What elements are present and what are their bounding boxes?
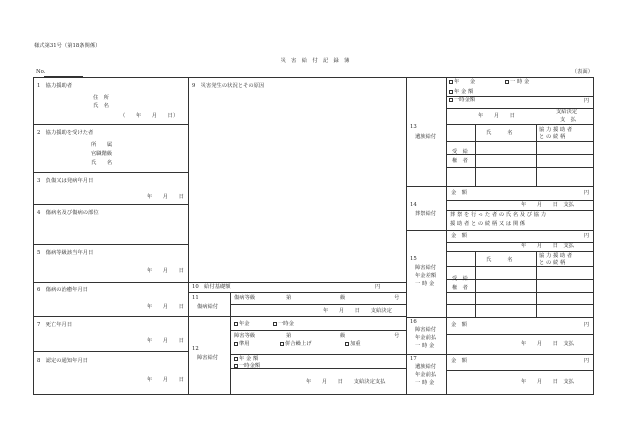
payment-label: 支 払 — [560, 117, 576, 123]
amount-label: 金 額 — [451, 358, 467, 364]
dai-label: 第 — [286, 333, 292, 339]
page-title: 災 害 給 付 記 録 簿 — [280, 58, 350, 64]
annual-amount-checkbox[interactable] — [234, 357, 238, 361]
lump-sum-checkbox[interactable] — [449, 98, 453, 102]
junyo-label: 準用 — [239, 341, 250, 347]
section-8-label: 8 認定の通知年月日 — [37, 358, 89, 364]
kachu-checkbox[interactable] — [345, 342, 349, 346]
affiliation-label: 所 属 — [91, 142, 113, 148]
section-15-label: 障害給付 — [415, 265, 437, 271]
decision-date: 年 月 日 支給決定支払 — [306, 379, 386, 385]
payment-date: 年 月 日 支払 — [521, 379, 574, 385]
section-14-label: 葬祭給付 — [415, 211, 437, 217]
decision-date: 年 月 日 支給決定 — [323, 308, 392, 314]
section-16-label-2: 年金前払 — [415, 335, 437, 341]
amount-label: 金 額 — [451, 322, 467, 328]
section-17-label: 遺族給付 — [415, 364, 437, 370]
recipients-label-2: 権 者 — [452, 285, 468, 291]
injury-grade-label: 傷病等級 — [234, 295, 256, 301]
section-6-label: 6 傷病の治癒年月日 — [37, 287, 89, 293]
front-side-label: （表面） — [571, 69, 593, 75]
section-15-number: 15 — [410, 256, 417, 262]
section-13-number: 13 — [410, 124, 417, 130]
kyu-label: 級 — [340, 333, 346, 339]
date-field: （ 年 月 日） — [120, 113, 179, 119]
ichijikin-label: 一時金 — [278, 321, 294, 327]
yen-unit: 円 — [583, 358, 589, 364]
section-11-label: 傷病給付 — [197, 304, 219, 310]
payment-date: 年 月 日 支払 — [521, 243, 574, 249]
amount-label: 金 額 — [451, 233, 467, 239]
section-16-label-3: 一 時 金 — [415, 343, 435, 349]
disability-grade-label: 障害等級 — [234, 333, 256, 339]
section-11-number: 11 — [192, 295, 199, 301]
rank-label: 官職階級 — [91, 151, 113, 157]
ichijikin-label: 一 時 金 — [510, 79, 530, 85]
payment-date: 年 月 日 支払 — [521, 202, 574, 208]
nenkin-label: 年金 — [239, 321, 250, 327]
section-13-label: 遺族給付 — [415, 134, 437, 140]
go-label: 号 — [394, 333, 400, 339]
yen-unit: 円 — [583, 190, 589, 196]
address-label: 住 所 — [93, 95, 109, 101]
funeral-performer-label: 葬 祭 を 行 っ た 者 の 氏 名 及 び 協 力 — [450, 212, 547, 218]
section-4-label: 4 傷病名及び傷病の部位 — [37, 210, 99, 216]
annual-amount-checkbox[interactable] — [449, 90, 453, 94]
section-12-number: 12 — [192, 346, 199, 352]
funeral-performer-label-2: 援 助 者 と の 続 柄 又 は 関 係 — [450, 221, 526, 227]
form-id: 様式第31号（第18条関係） — [34, 43, 101, 49]
go-label: 号 — [394, 295, 400, 301]
name-column-header: 氏 名 — [486, 257, 513, 263]
kuriage-checkbox[interactable] — [280, 342, 284, 346]
record-number-label: No. — [36, 69, 46, 75]
section-16-number: 16 — [410, 319, 417, 325]
section-1-label: 1 協力援助者 — [37, 83, 73, 89]
name-column-header: 氏 名 — [486, 130, 513, 136]
nenkin-checkbox[interactable] — [449, 80, 453, 84]
kuriage-label: 併合繰上げ — [285, 341, 312, 347]
junyo-checkbox[interactable] — [234, 342, 238, 346]
kachu-label: 加重 — [350, 341, 361, 347]
section-7-label: 7 死亡年月日 — [37, 322, 73, 328]
section-10-label: 10 給付基礎額 — [192, 284, 231, 290]
date-field: 年 月 日 — [146, 304, 184, 310]
date-field: 年 月 日 — [146, 338, 184, 344]
decision-date: 年 月 日 — [478, 113, 516, 119]
decision-label: 支給決定 — [556, 109, 578, 115]
yen-unit: 円 — [583, 233, 589, 239]
relation-column-header: 協 力 援 助 者 — [539, 127, 573, 133]
recipients-label-2: 権 者 — [452, 158, 468, 164]
lump-sum-label: 一時金額 — [239, 363, 261, 369]
nenkin-label: 年 金 — [454, 79, 476, 85]
date-field: 年 月 日 — [146, 194, 184, 200]
section-5-label: 5 傷病等級該当年月日 — [37, 250, 94, 256]
section-15-label-2: 年金差額 — [415, 273, 437, 279]
date-field: 年 月 日 — [146, 377, 184, 383]
section-14-number: 14 — [410, 202, 417, 208]
nenkin-checkbox[interactable] — [234, 322, 238, 326]
annual-amount-label: 年 金 額 — [239, 356, 259, 362]
name-label: 氏 名 — [93, 103, 109, 109]
yen-unit: 円 — [583, 98, 589, 104]
recipients-label: 受 給 — [452, 276, 468, 282]
relation-column-header: 協 力 援 助 者 — [539, 253, 573, 259]
amount-label: 金 額 — [451, 190, 467, 196]
section-3-label: 3 負傷又は発病年月日 — [37, 178, 94, 184]
section-2-label: 2 協力援助を受けた者 — [37, 130, 94, 136]
payment-date: 年 月 日 支払 — [521, 341, 574, 347]
relation-column-header-2: と の 続 柄 — [539, 260, 566, 266]
dai-label: 第 — [286, 295, 292, 301]
lump-sum-label: 一時金額 — [454, 97, 476, 103]
section-17-number: 17 — [410, 356, 417, 362]
section-15-label-3: 一 時 金 — [415, 281, 435, 287]
kyu-label: 級 — [340, 295, 346, 301]
section-16-label: 障害給付 — [415, 327, 437, 333]
section-12-label: 障害給付 — [197, 355, 219, 361]
recipients-label: 受 給 — [452, 149, 468, 155]
lump-sum-checkbox[interactable] — [234, 364, 238, 368]
yen-unit: 円 — [583, 322, 589, 328]
yen-unit: 円 — [375, 284, 381, 290]
section-17-label-3: 一 時 金 — [415, 380, 435, 386]
annual-amount-label: 年 金 額 — [454, 89, 474, 95]
section-17-label-2: 年金前払 — [415, 372, 437, 378]
name-label: 氏 名 — [91, 160, 113, 166]
ichijikin-checkbox[interactable] — [505, 80, 509, 84]
date-field: 年 月 日 — [146, 268, 184, 274]
ichijikin-checkbox[interactable] — [273, 322, 277, 326]
section-9-label: 9 災害発生の状況とその原因 — [192, 83, 265, 89]
relation-column-header-2: と の 続 柄 — [539, 134, 566, 140]
